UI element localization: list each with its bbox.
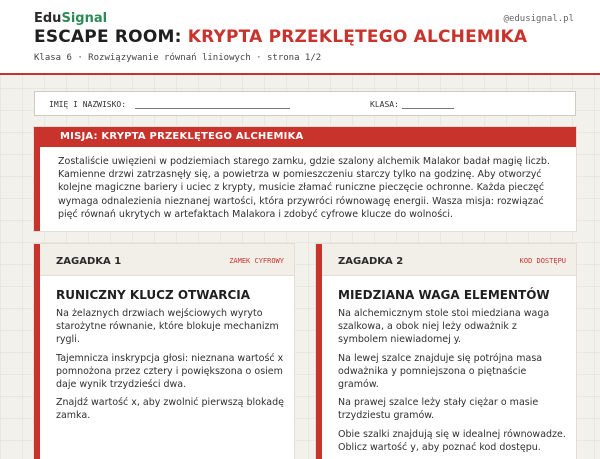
social-handle: @edusignal.pl: [503, 14, 574, 24]
class-label: KLASA:: [370, 100, 399, 109]
puzzle-card-2: [316, 244, 576, 459]
puzzle-paragraph: Na żelaznych drzwiach wejściowych wyryto starożytne równanie, które blokuje mechanizm rygli.: [56, 308, 279, 346]
brand-suffix: Signal: [61, 11, 108, 26]
puzzle-title: RUNICZNY KLUCZ OTWARCIA: [56, 288, 251, 302]
puzzle-title: MIEDZIANA WAGA ELEMENTÓW: [338, 288, 550, 302]
brand-prefix: Edu: [34, 11, 62, 26]
puzzle-number: ZAGADKA 2: [338, 256, 404, 267]
puzzle-card-header: [40, 244, 294, 276]
puzzle-paragraph: Obie szalki znajdują się w idealnej równowadze. Oblicz wartość y, aby poznać kod dostępu.: [338, 428, 566, 453]
puzzle-body: [40, 302, 294, 423]
page-subtitle: Klasa 6 · Rozwiązywanie równań liniowych · strona 1/2: [34, 53, 322, 63]
mission-box: [34, 127, 576, 231]
puzzle-card-1: [34, 244, 294, 459]
brand-logo: [34, 11, 107, 26]
puzzle-tag: ZAMEK CYFROWY: [229, 257, 284, 265]
puzzle-paragraph: Na lewej szalce znajduje się potrójna masa odważnika y pomniejszona o piętnaście gramów.: [338, 352, 543, 391]
puzzle-card-header: [322, 244, 576, 276]
title-prefix: ESCAPE ROOM:: [34, 27, 182, 47]
puzzle-paragraph: Na prawej szalce leży stały ciężar o masie trzydziestu gramów.: [338, 397, 539, 422]
mission-heading: MISJA: KRYPTA PRZEKLĘTEGO ALCHEMIKA: [40, 127, 576, 147]
name-line: [135, 108, 290, 109]
mission-text: Zostaliście uwięzieni w podziemiach starego zamku, gdzie szalony alchemik Malakor badał magię liczb. Kamienne drzwi zatrzasnęły się, a powietrza w pomieszczeniu starczy tylko na godzinę. Aby otworzyć kolejne magiczne bariery i uciec z krypty, musicie złamać runiczne pieczęcie ochronne. Każda pieczęć wymaga odnalezienia nieznanej wartości, która przywróci równowagę energii. Wasza misja: rozwiązać pięć równań ukrytych w artefaktach Malakora i zdobyć cyfrowe klucze do wolności.: [58, 156, 550, 220]
puzzle-paragraph: Znajdź wartość x, aby zwolnić pierwszą blokadę zamka.: [56, 397, 284, 422]
class-line: [402, 108, 454, 109]
page-header: [0, 0, 600, 75]
puzzle-tag: KOD DOSTĘPU: [519, 257, 566, 265]
title-main: KRYPTA PRZEKLĘTEGO ALCHEMIKA: [187, 27, 528, 47]
name-label: IMIĘ I NAZWISKO:: [49, 100, 127, 109]
puzzle-number: ZAGADKA 1: [56, 256, 122, 267]
page-title: [34, 27, 527, 47]
puzzle-body: [322, 302, 576, 454]
student-info-bar: [34, 91, 576, 116]
puzzle-paragraph: Tajemnicza inskrypcja głosi: nieznana wartość x pomnożona przez cztery i powiększona o osiem daje wynik trzydzieści dwa.: [56, 352, 284, 391]
puzzle-paragraph: Na alchemicznym stole stoi miedziana waga szalkowa, a obok niej leży odważnik z symbolem niewiadomej y.: [338, 308, 550, 346]
